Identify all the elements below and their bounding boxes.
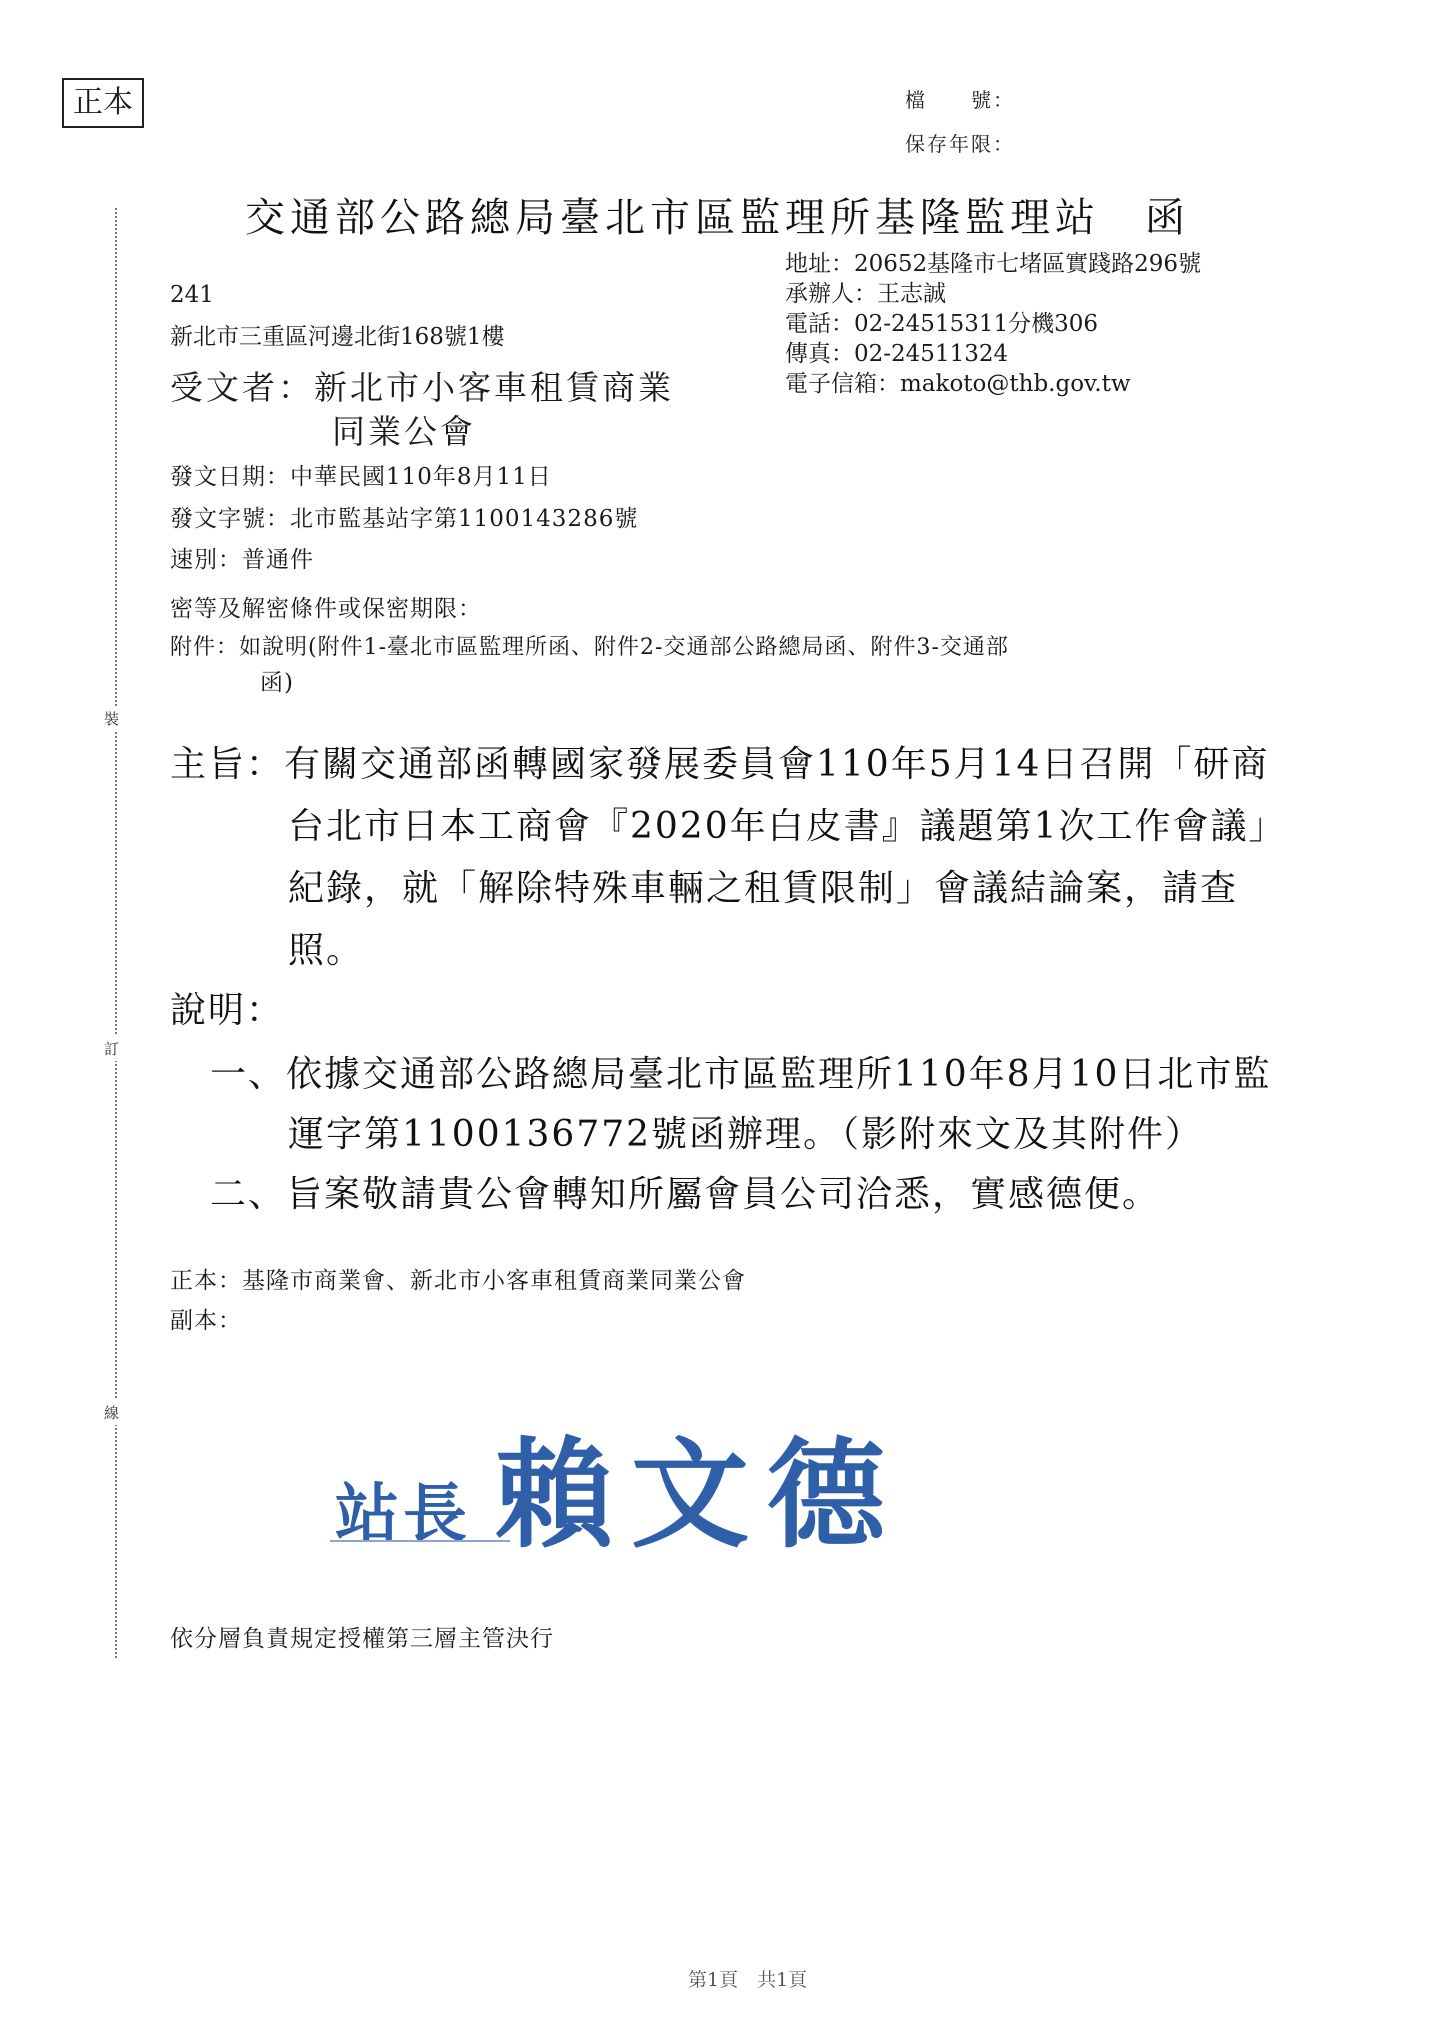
file-number-label: 檔 號： (905, 88, 1015, 112)
original-copy-stamp: 正本 (62, 78, 144, 128)
secrecy-classification: 密等及解密條件或保密期限： (170, 596, 482, 622)
retention-period-label: 保存年限： (905, 132, 1015, 156)
binding-mark-bottom: 線 (104, 1400, 119, 1425)
issue-date: 發文日期：中華民國110年8月11日 (170, 464, 552, 490)
email: 電子信箱：makoto@thb.gov.tw (785, 371, 1131, 397)
subject-line-4: 照。 (288, 930, 365, 971)
speed-classification: 速別：普通件 (170, 547, 314, 573)
delegation-note: 依分層負責規定授權第三層主管決行 (170, 1626, 554, 1652)
phone: 電話：02-24515311分機306 (785, 311, 1099, 337)
recipient-line-2: 同業公會 (332, 412, 476, 451)
subject-line-3: 紀錄，就「解除特殊車輛之租賃限制」會議結論案，請查 (288, 868, 1239, 909)
explanation-item-1-line-1: 一、依據交通部公路總局臺北市區監理所110年8月10日北市監 (210, 1054, 1272, 1095)
signature-underline (330, 1540, 510, 1542)
binding-mark-middle: 訂 (104, 1036, 119, 1061)
fax: 傳真：02-24511324 (785, 341, 1009, 367)
binding-mark-top: 裝 (104, 706, 119, 731)
recipient-address: 新北市三重區河邊北街168號1樓 (170, 324, 505, 350)
distribution-cc: 副本： (170, 1308, 242, 1334)
recipient-line-1: 受文者：新北市小客車租賃商業 (170, 368, 674, 407)
page-number: 第1頁 共1頁 (688, 1969, 808, 1991)
signature-stamp (335, 1400, 903, 1570)
attachment-line-1: 附件：如說明(附件1-臺北市區監理所函、附件2-交通部公路總局函、附件3-交通部 (170, 635, 1009, 660)
signature-title: 站長 (335, 1477, 471, 1552)
subject-line-2: 台北市日本工商會『2020年白皮書』議題第1次工作會議」 (288, 806, 1287, 847)
explanation-item-1-line-2: 運字第1100136772號函辦理。（影附來文及其附件） (288, 1114, 1204, 1155)
binding-line (115, 208, 117, 1658)
distribution-main: 正本：基隆市商業會、新北市小客車租賃商業同業公會 (170, 1268, 746, 1294)
sender-address: 地址：20652基隆市七堵區實踐路296號 (785, 251, 1202, 277)
explanation-heading: 說明： (170, 990, 285, 1031)
postal-code: 241 (170, 282, 214, 308)
explanation-item-2: 二、旨案敬請貴公會轉知所屬會員公司洽悉，實感德便。 (210, 1174, 1161, 1215)
subject-line-1: 主旨：有關交通部函轉國家發展委員會110年5月14日召開「研商 (170, 744, 1270, 785)
handler: 承辦人：王志誠 (785, 281, 946, 307)
document-number: 發文字號：北市監基站字第1100143286號 (170, 506, 639, 532)
attachment-line-2: 函) (260, 670, 294, 696)
document-title: 交通部公路總局臺北市區監理所基隆監理站 函 (245, 195, 1190, 241)
signature-name: 賴文德 (495, 1425, 904, 1564)
